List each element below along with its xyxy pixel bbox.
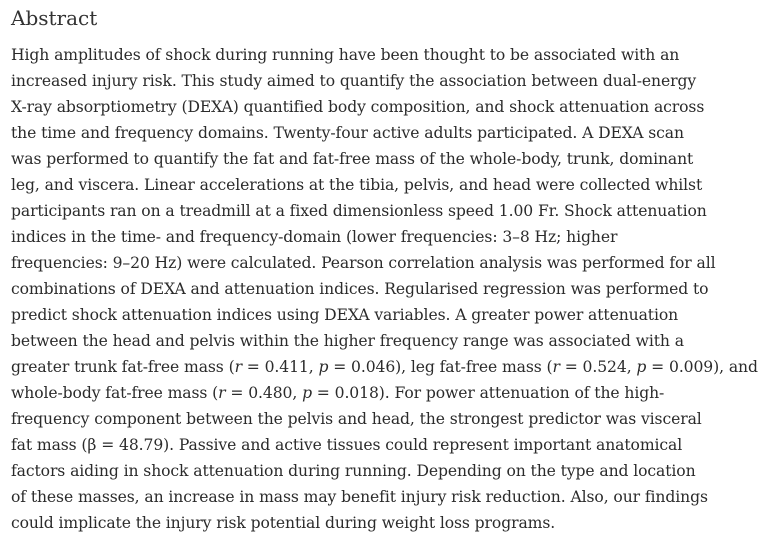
abstract-line: greater trunk fat-free mass (r = 0.411, p = 0.046), leg fat-free mass (r = 0.524, p = 0.009), and bbox=[11, 358, 758, 376]
abstract-line: participants ran on a treadmill at a fixed dimensionless speed 1.00 Fr. Shock attenuation bbox=[11, 202, 707, 220]
abstract-line: combinations of DEXA and attenuation indices. Regularised regression was performed to bbox=[11, 280, 709, 298]
abstract-line: frequency component between the pelvis and head, the strongest predictor was visceral bbox=[11, 410, 702, 428]
abstract-line: High amplitudes of shock during running have been thought to be associated with an bbox=[11, 46, 680, 64]
abstract-line: predict shock attenuation indices using DEXA variables. A greater power attenuation bbox=[11, 306, 679, 324]
abstract-line: factors aiding in shock attenuation during running. Depending on the type and location bbox=[11, 462, 696, 480]
abstract-line: indices in the time- and frequency-domain (lower frequencies: 3–8 Hz; higher bbox=[11, 228, 618, 246]
abstract-heading: Abstract bbox=[11, 6, 98, 30]
abstract-line: frequencies: 9–20 Hz) were calculated. Pearson correlation analysis was performed for all bbox=[11, 254, 716, 272]
abstract-line: X-ray absorptiometry (DEXA) quantified body composition, and shock attenuation across bbox=[11, 98, 705, 116]
abstract-line: whole-body fat-free mass (r = 0.480, p = 0.018). For power attenuation of the high- bbox=[11, 384, 665, 402]
abstract-line: was performed to quantify the fat and fat-free mass of the whole-body, trunk, dominant bbox=[11, 150, 694, 168]
abstract-body bbox=[11, 42, 758, 536]
abstract-line: fat mass (β = 48.79). Passive and active tissues could represent important anatomical bbox=[11, 436, 683, 454]
abstract-line: of these masses, an increase in mass may benefit injury risk reduction. Also, our findings bbox=[11, 488, 708, 506]
abstract-line: leg, and viscera. Linear accelerations at the tibia, pelvis, and head were collected whilst bbox=[11, 176, 703, 194]
abstract-line: between the head and pelvis within the higher frequency range was associated with a bbox=[11, 332, 684, 350]
abstract-line: could implicate the injury risk potential during weight loss programs. bbox=[11, 514, 556, 532]
abstract-line: the time and frequency domains. Twenty-four active adults participated. A DEXA scan bbox=[11, 124, 684, 142]
abstract-line: increased injury risk. This study aimed to quantify the association between dual-energy bbox=[11, 72, 697, 90]
